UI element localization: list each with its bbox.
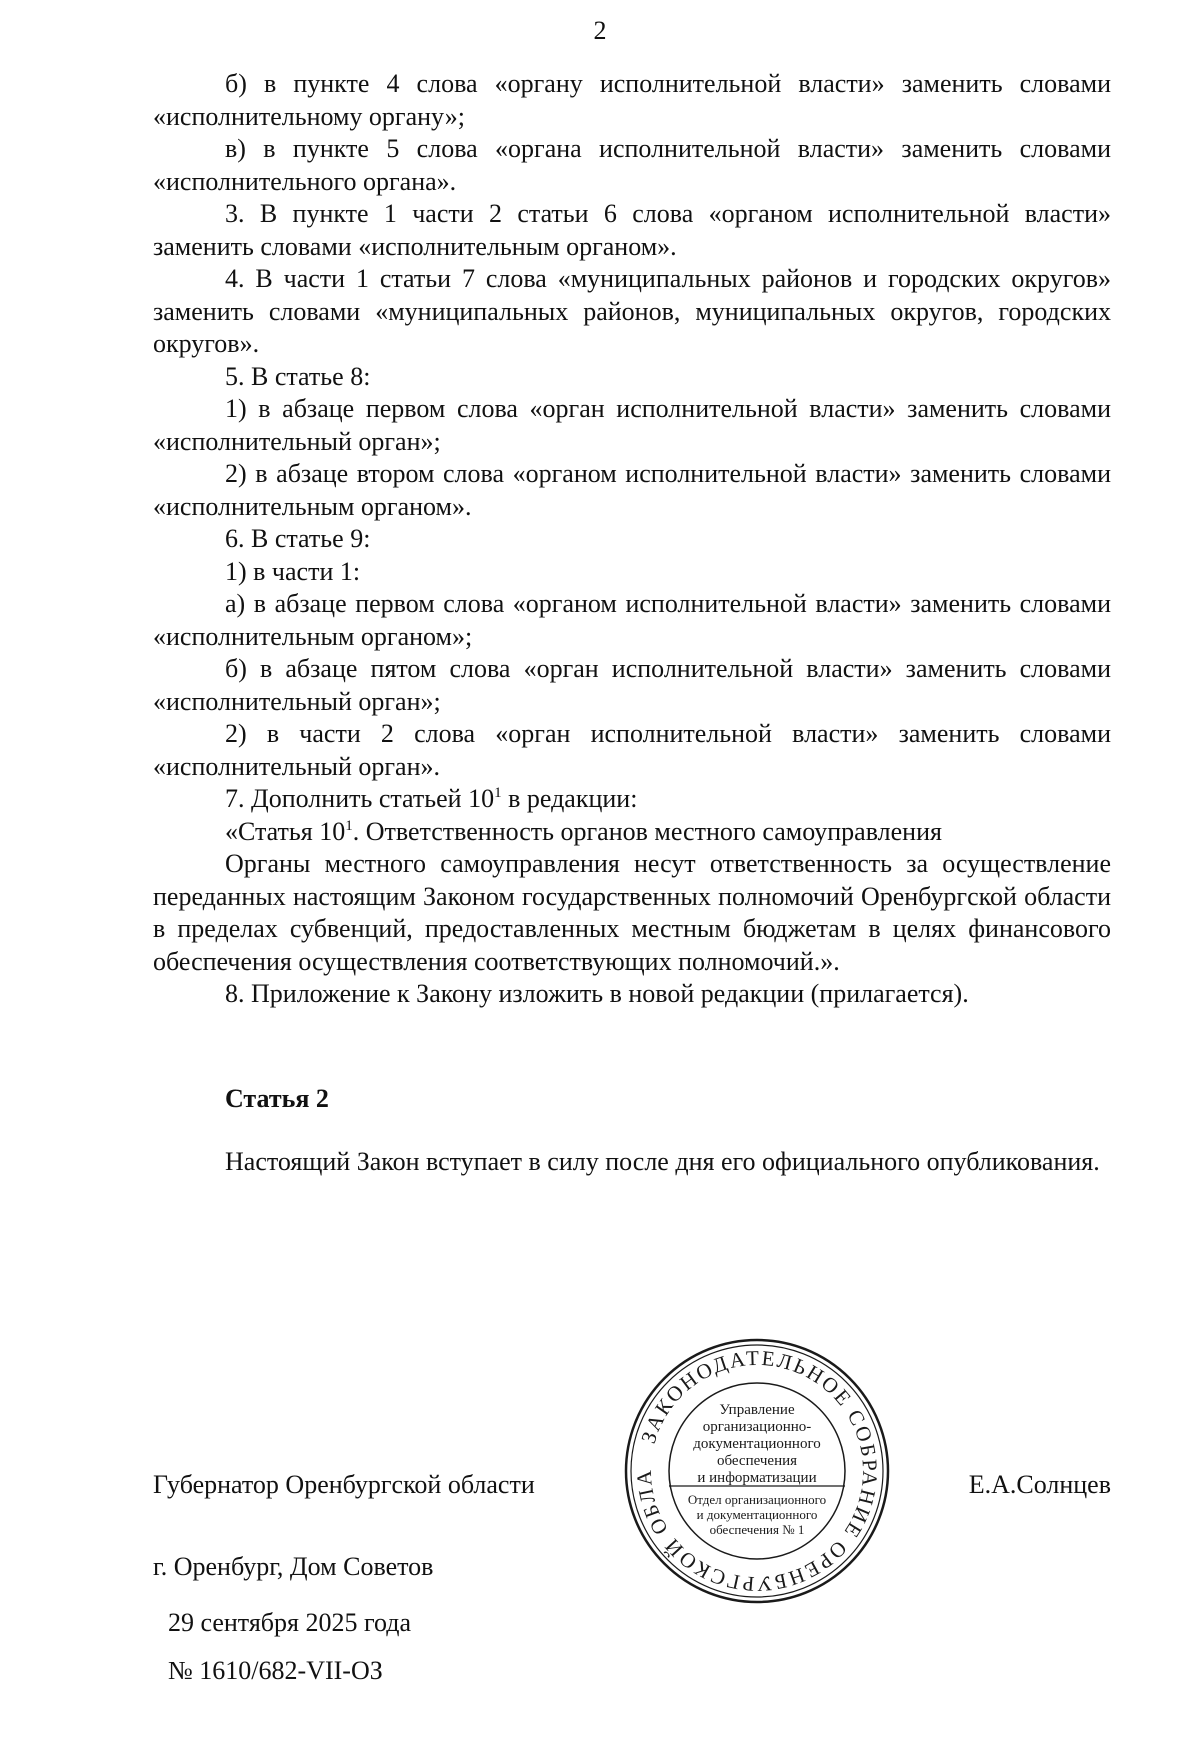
paragraph: 2) в части 2 слова «орган исполнительной власти» заменить словами «исполнительный орган». [153,719,1111,781]
svg-text:обеспечения: обеспечения [716,1453,798,1469]
paragraph-supplement: 7. Дополнить статьей $10^1$ в редакции: [225,784,638,813]
paragraph: 1) в абзаце первом слова «орган исполнительной власти» заменить словами «исполнительный орган»; [153,394,1111,456]
article-heading: Статья 2 [225,1084,329,1113]
svg-text:Управление: Управление [719,1402,795,1418]
paragraph: Настоящий Закон вступает в силу после дня его официального опубликования. [225,1147,1100,1176]
page-number: 2 [593,16,607,45]
paragraph: а) в абзаце первом слова «органом исполнительной власти» заменить словами «исполнительным органом»; [153,589,1111,651]
svg-text:ЗАКОНОДАТЕЛЬНОЕ СОБРАНИЕ ОРЕНБ: ЗАКОНОДАТЕЛЬНОЕ СОБРАНИЕ ОРЕНБУРГСКОЙ ОБЛА [631,1345,883,1597]
paragraph: б) в абзаце пятом слова «орган исполнительной власти» заменить словами «исполнительный орган»; [153,654,1111,716]
official-stamp [622,1336,892,1606]
paragraph: 3. В пункте 1 части 2 статьи 6 слова «органом исполнительной власти» заменить словами «исполнительным органом». [153,199,1111,261]
law-number: № 1610/682-VII-ОЗ [168,1656,383,1685]
svg-text:и документационного: и документационного [696,1507,818,1522]
paragraph: 8. Приложение к Закону изложить в новой редакции (прилагается). [225,979,969,1008]
signing-place: г. Оренбург, Дом Советов [153,1552,434,1581]
paragraph: 5. В статье 8: [225,361,371,391]
paragraph: 1) в части 1: [225,556,361,586]
paragraph: б) в пункте 4 слова «органу исполнительной власти» заменить словами «исполнительному органу»; [153,69,1111,131]
document-body [153,68,1111,1011]
signatory-name: Е.А.Солнцев [968,1470,1111,1499]
supplement-text: Органы местного самоуправления несут ответственность за осуществление переданных настоящим Законом государственных полномочий Оренбургской области в пределах субвенций, предоставленных местным бюджетам в целях финансового обеспечения осуществления соответствующих полномочий.». [153,849,1111,976]
paragraph: в) в пункте 5 слова «органа исполнительной власти» заменить словами «исполнительного органа». [153,134,1111,196]
article-text [153,1146,1111,1179]
paragraph: 2) в абзаце втором слова «органом исполнительной власти» заменить словами «исполнительным органом». [153,459,1111,521]
supplement-title: «Статья $10^1$. Ответственность органов местного самоуправления [225,816,942,846]
svg-text:обеспечения № 1: обеспечения № 1 [709,1522,805,1537]
svg-text:Отдел организационного: Отдел организационного [687,1492,827,1507]
svg-text:и информатизации: и информатизации [697,1470,817,1486]
svg-text:организационно-: организационно- [702,1419,812,1435]
svg-text:документационного: документационного [693,1436,821,1452]
signatory-position: Губернатор Оренбургской области [153,1470,535,1499]
paragraph: 6. В статье 9: [225,524,371,553]
signing-date: 29 сентября 2025 года [168,1608,412,1637]
paragraph: 4. В части 1 статьи 7 слова «муниципальных районов и городских округов» заменить словами «муниципальных районов, муниципальных округов, городских округов». [153,264,1111,358]
